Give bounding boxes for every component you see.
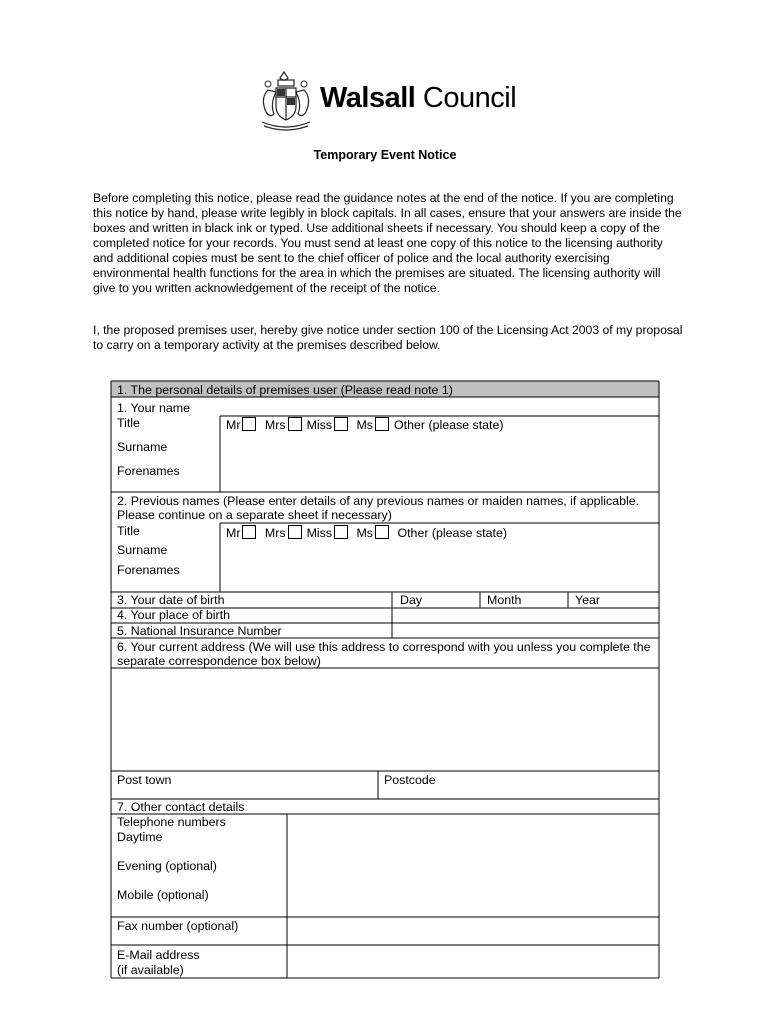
prev-mrs-checkbox[interactable] xyxy=(288,525,302,539)
surname-label: Surname xyxy=(117,440,168,454)
title-label: Title xyxy=(117,416,140,430)
page-title: Temporary Event Notice xyxy=(313,148,457,162)
email-label: E-Mail address xyxy=(117,948,200,962)
logo-wordmark: Walsall Council xyxy=(320,82,517,114)
email-note-label: (if available) xyxy=(117,963,184,977)
miss-checkbox[interactable] xyxy=(334,417,348,431)
dob-month-label: Month xyxy=(487,593,522,607)
prev-forenames-label: Forenames xyxy=(117,563,180,577)
prev-mr-label: Mr xyxy=(226,526,241,540)
prev-other-label: Other (please state) xyxy=(397,526,507,540)
prev-title-label: Title xyxy=(117,524,140,538)
q6-label: 6. Your current address (We will use this address to correspond with you unless you complete the separate correspondence box below) xyxy=(117,640,651,668)
prev-ms-checkbox[interactable] xyxy=(375,525,389,539)
evening-label: Evening (optional) xyxy=(117,859,217,873)
q1-label: 1. Your name xyxy=(117,401,191,415)
intro-paragraph: Before completing this notice, please read the guidance notes at the end of the notice. If you are completing this notice by hand, please write legibly in block capitals. In all cases, ensure that your answers are inside the boxes and written in black ink or typed. Use additional sheets if necessary. You should keep a copy of the completed notice for your records. You must send at least one copy of this notice to the licensing authority and additional copies must be sent to the chief officer of police and the local authority exercising environmental health functions for the area in which the premises are situated. The licensing authority will give to you written acknowledgement of the receipt of the notice. xyxy=(93,191,682,295)
prev-ms-label: Ms xyxy=(356,526,374,540)
post-town-label: Post town xyxy=(117,773,172,787)
telephone-label: Telephone numbers xyxy=(117,815,226,829)
prev-title-options xyxy=(226,525,507,540)
forenames-label: Forenames xyxy=(117,464,180,478)
mr-label: Mr xyxy=(226,418,241,432)
mrs-label: Mrs xyxy=(264,418,286,432)
prev-mr-checkbox[interactable] xyxy=(242,525,256,539)
ms-label: Ms xyxy=(356,418,374,432)
address-input[interactable] xyxy=(112,669,658,770)
q2-label: 2. Previous names (Please enter details of any previous names or maiden names, if applicable. Please continue on a separate sheet if necessary) xyxy=(117,494,640,522)
postcode-label: Postcode xyxy=(384,773,436,787)
title-options xyxy=(226,417,504,432)
mobile-label: Mobile (optional) xyxy=(117,888,209,902)
section1-header: 1. The personal details of premises user (Please read note 1) xyxy=(117,383,453,397)
prev-mrs-label: Mrs xyxy=(264,526,286,540)
other-label: Other (please state) xyxy=(394,418,504,432)
mrs-checkbox[interactable] xyxy=(288,417,302,431)
dob-year-label: Year xyxy=(575,593,601,607)
dob-day-label: Day xyxy=(400,593,423,607)
q7-label: 7. Other contact details xyxy=(117,800,245,814)
miss-label: Miss xyxy=(306,418,333,432)
q3-label: 3. Your date of birth xyxy=(117,593,225,607)
prev-miss-checkbox[interactable] xyxy=(334,525,348,539)
daytime-label: Daytime xyxy=(117,830,163,844)
prev-surname-label: Surname xyxy=(117,543,168,557)
q4-label: 4. Your place of birth xyxy=(117,608,230,622)
fax-label: Fax number (optional) xyxy=(117,919,239,933)
declaration-paragraph: I, the proposed premises user, hereby give notice under section 100 of the Licensing Act 2003 of my proposal to carry on a temporary activity at the premises described below. xyxy=(93,323,683,352)
ms-checkbox[interactable] xyxy=(375,417,389,431)
q5-label: 5. National Insurance Number xyxy=(117,624,282,638)
prev-miss-label: Miss xyxy=(306,526,333,540)
mr-checkbox[interactable] xyxy=(242,417,256,431)
